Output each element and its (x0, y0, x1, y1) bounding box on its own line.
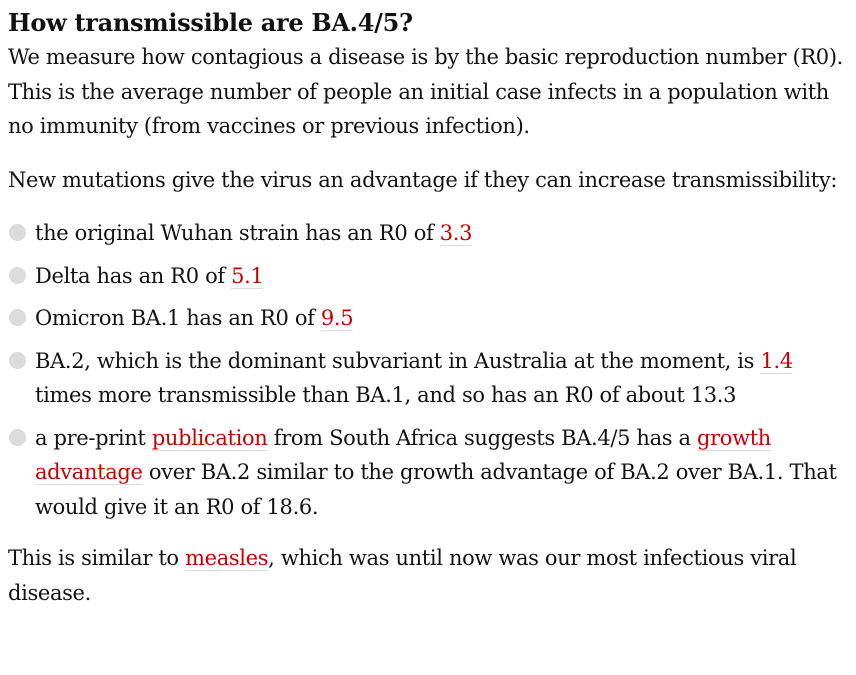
circle-bullet-icon (9, 267, 26, 284)
closing-paragraph (8, 541, 848, 610)
intro-paragraph: We measure how contagious a disease is by the basic reproduction number (R0). This is the average number of people an initial case infects in a population with no immunity (from vaccines or previous infection). (8, 45, 843, 138)
list-item-text: BA.2, which is the dominant subvariant in Australia at the moment, is (35, 348, 761, 373)
omicron-ba1-r0-link[interactable]: 9.5 (320, 306, 354, 330)
list-item-text: Delta has an R0 of (35, 263, 232, 288)
delta-r0-link[interactable]: 5.1 (231, 263, 264, 288)
list-item-text: the original Wuhan strain has an R0 of (35, 221, 440, 245)
list-item-text: over BA.2 similar to the growth advantage of BA.2 over BA.1. That would give it an R0 of 18.6. (35, 460, 837, 519)
list-item (8, 259, 848, 294)
circle-bullet-icon (9, 352, 26, 369)
closing-text: , which was until now was our most infectious viral disease. (8, 546, 797, 605)
list-item-text: a pre-print (35, 425, 152, 450)
closing-text: This is similar to (8, 546, 186, 570)
list-item (8, 421, 848, 525)
section-heading: How transmissible are BA.4/5? (8, 8, 413, 37)
circle-bullet-icon (9, 429, 26, 446)
circle-bullet-icon (9, 309, 26, 326)
ba2-multiplier-link[interactable]: 1.4 (760, 348, 793, 373)
mutations-paragraph: New mutations give the virus an advantage if they can increase transmissibility: (8, 167, 838, 192)
list-item-text: from South Africa suggests BA.4/5 has a (267, 425, 698, 450)
wuhan-r0-link[interactable]: 3.3 (439, 221, 473, 245)
list-item (8, 301, 848, 336)
r0-list (8, 216, 848, 524)
growth-advantage-link[interactable]: growth advantage (35, 425, 771, 484)
list-item (8, 344, 848, 413)
publication-link[interactable]: publication (151, 425, 268, 450)
list-item-text: times more transmissible than BA.1, and so has an R0 of about 13.3 (35, 383, 737, 407)
list-item-text: Omicron BA.1 has an R0 of (35, 306, 321, 330)
circle-bullet-icon (9, 224, 26, 241)
measles-link[interactable]: measles (185, 546, 269, 570)
list-item (8, 216, 848, 251)
